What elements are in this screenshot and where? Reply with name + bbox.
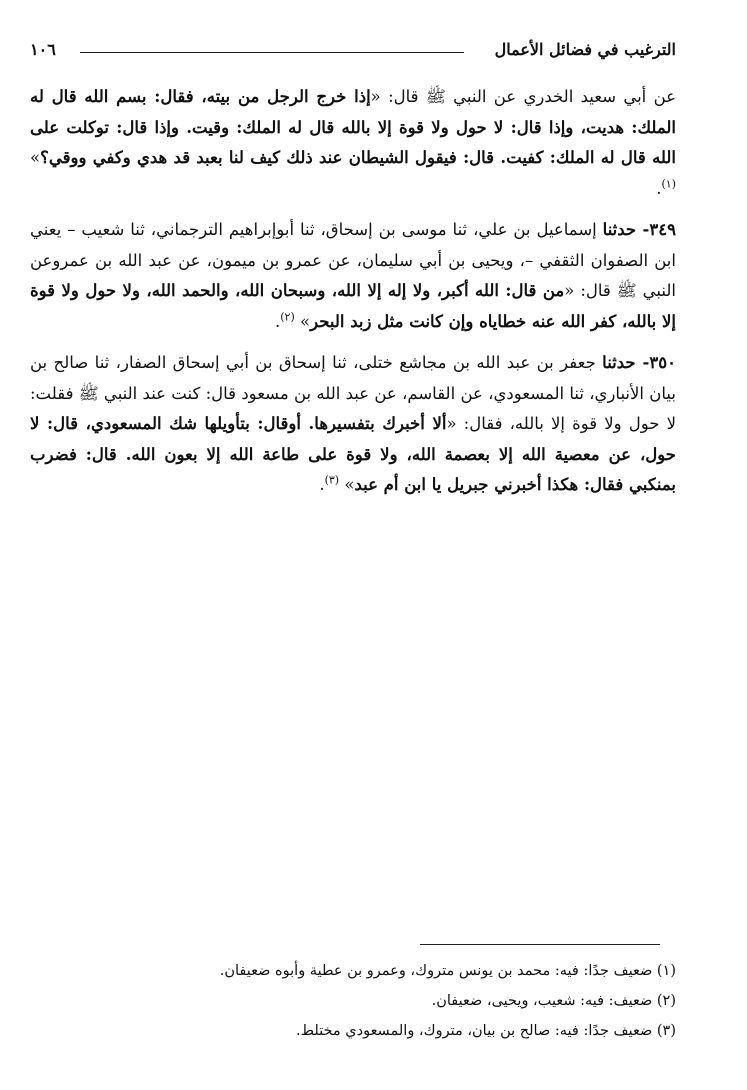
isnad-text: جعفر بن عبد الله بن مجاشع ختلى، ثنا إسحاق بن أبي إسحاق الصفار، ثنا صالح بن بيان الأنباري، ثنا المسعودي، عن القاسم، عن عبد الله بن مسعود قال: كنت عند النبي ﷺ فقلت: لا حول ولا قوة إلا بالله، فقال: « [30, 353, 676, 433]
text-segment: » [344, 475, 355, 494]
text-segment: . [656, 178, 662, 198]
paragraph-350 [30, 348, 676, 501]
footnote-item: (٢) ضعيف: فيه: شعيب، ويحيى، ضعيفان. [431, 993, 676, 1009]
header-rule [80, 52, 464, 53]
footnote-rule [420, 944, 660, 945]
main-text [30, 82, 676, 501]
footnote-item: (١) ضعيف جدًا: فيه: محمد بن يونس متروك، وعمرو بن عطية وأبوه ضعيفان. [219, 963, 676, 979]
hadith-number: ٣٥٠- حدثنا [602, 353, 676, 372]
page-number: ١٠٦ [30, 40, 56, 59]
hadith-number: ٣٤٩- حدثنا [602, 220, 676, 239]
text-segment: » [30, 148, 41, 167]
footnote-ref: (١) [661, 177, 676, 190]
isnad-text: إسماعيل بن علي، ثنا موسى بن إسحاق، ثنا أبوإبراهيم الترجماني، ثنا شعيب – يعني ابن الصفوان الثقفي –، ويحيى بن أبي سليمان، عن عمرو بن ميمون، عن عبد الله بن عمروعن النبي ﷺ قال: « [30, 220, 676, 300]
hadith-text: من قال: الله أكبر، ولا إله إلا الله، وسبحان الله، والحمد الله، ولا حول ولا قوة إلا بالله، كفر الله عنه خطاياه وإن كانت مثل زبد البحر [30, 281, 676, 331]
text-segment: . [275, 311, 281, 331]
text-segment: . [319, 475, 325, 494]
page-header [30, 38, 676, 64]
footnote-ref: (٢) [280, 310, 295, 323]
footnote-ref: (٣) [324, 473, 340, 487]
text-segment: » [300, 311, 311, 331]
hadith-text: ألا أخبرك بتفسيرها. أوقال: بتأويلها شك المسعودي، قال: لا حول، عن معصية الله إلا بعصمة الله، ولا قوة على طاعة الله إلا بعون الله. قال: فضرب بمنكبي فقال: هكذا أخبرني جبريل يا ابن أم عبد [30, 414, 676, 494]
paragraph-intro [30, 82, 676, 204]
hadith-text: إذا خرج الرجل من بيته، فقال: بسم الله قال له الملك: هديت، وإذا قال: لا حول ولا قوة إلا بالله قال له الملك: وقيت. وإذا قال: توكلت على الله قال له الملك: كفيت. قال: فيقول الشيطان عند ذلك كيف لنا بعبد قد هدي وكفي ووقي؟ [30, 87, 676, 167]
text-segment: عن أبي سعيد الخدري عن النبي ﷺ قال: « [370, 87, 676, 106]
footnote-item: (٣) ضعيف جدًا: فيه: صالح بن بيان، متروك، والمسعودي مختلط. [295, 1023, 676, 1039]
paragraph-349 [30, 215, 676, 337]
footnotes [30, 958, 676, 1048]
running-title: الترغيب في فضائل الأعمال [494, 40, 676, 59]
